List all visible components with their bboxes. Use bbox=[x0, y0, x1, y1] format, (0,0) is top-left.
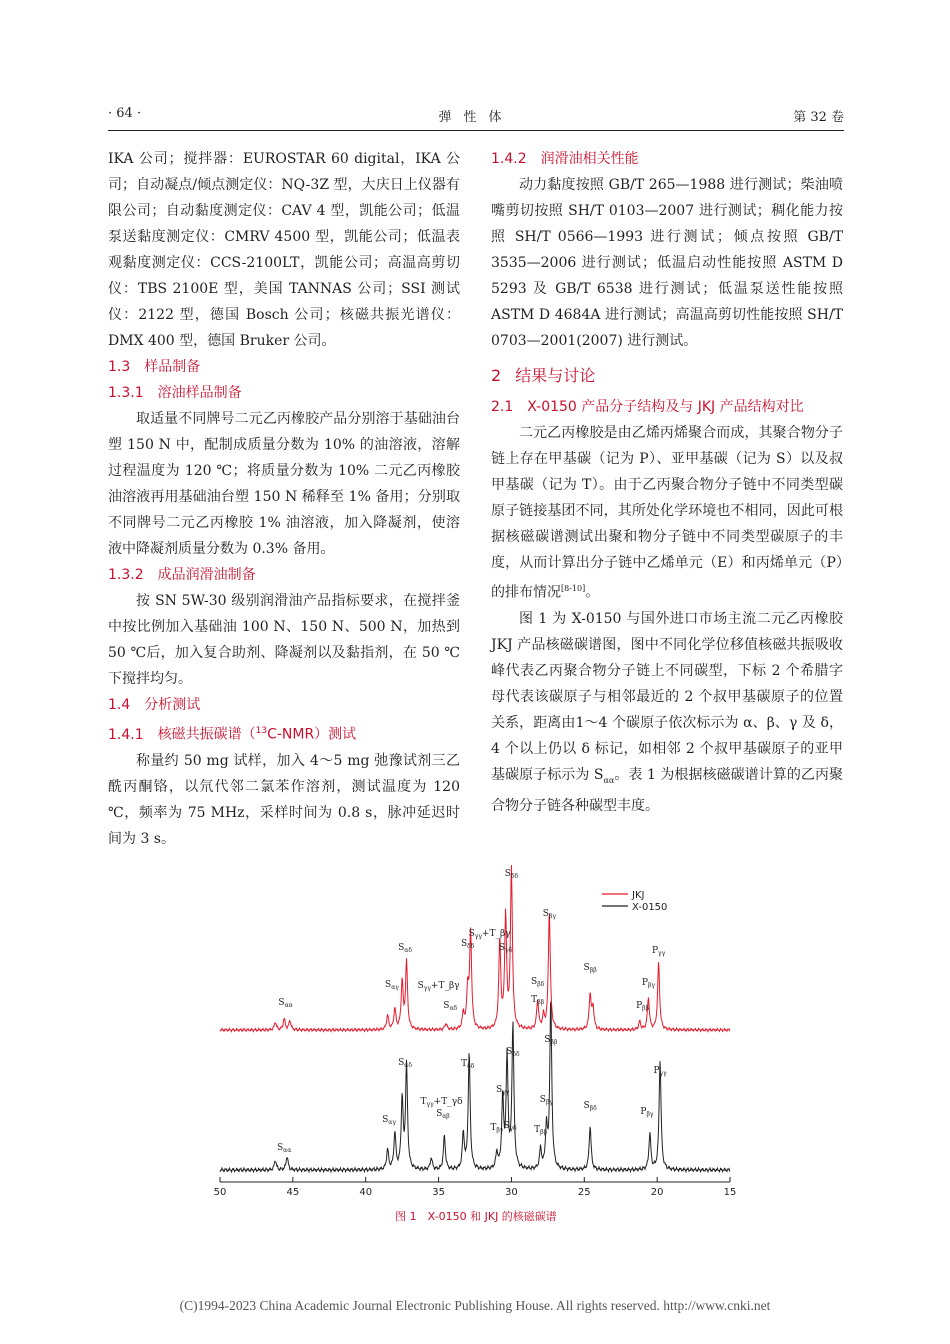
jkj-peak-label-7: $S_{\gamma\delta}$ bbox=[498, 943, 513, 954]
jkj-peak-label-13: $P_{\beta\beta}$ bbox=[636, 1001, 650, 1012]
section-1-3-heading: 1.3 样品制备 bbox=[108, 359, 201, 375]
section-1-3-2-heading: 1.3.2 成品润滑油制备 bbox=[108, 567, 256, 583]
copyright-footer: (C)1994-2023 China Academic Journal Electronic Publishing House. All rights reserved. http://www.cnki.net bbox=[179, 1298, 771, 1313]
x-tick-label-15: 15 bbox=[723, 1187, 737, 1198]
x0150-peak-label-12: $S_{\beta\beta}$ bbox=[544, 1035, 558, 1046]
jkj-peak-label-0: $S_{\alpha\alpha}$ bbox=[278, 998, 293, 1009]
volume-label: 第 32 卷 bbox=[793, 110, 844, 125]
section-1-4-heading: 1.4 分析测试 bbox=[108, 697, 201, 713]
jkj-peak-label-5: $S_{\alpha\delta}$ bbox=[443, 1001, 458, 1012]
x0150-peak-label-15: $P_{\gamma\gamma}$ bbox=[653, 1066, 667, 1077]
section-1-4-2-heading: 1.4.2 润滑油相关性能 bbox=[491, 151, 639, 167]
x-tick-label-50: 50 bbox=[213, 1187, 227, 1198]
x-tick-label-25: 25 bbox=[577, 1187, 591, 1198]
x0150-peak-label-5: $T_{\delta\delta}$ bbox=[461, 1059, 475, 1070]
legend-label-x-0150: X-0150 bbox=[632, 902, 668, 913]
jkj-peak-label-6: $S_{\gamma\gamma}+T\_\beta\gamma$ bbox=[468, 929, 511, 940]
x0150-peak-label-2: $S_{\alpha\delta}$ bbox=[398, 1058, 412, 1069]
x-tick-label-40: 40 bbox=[359, 1187, 373, 1198]
figure-caption: 图 1 X-0150 和 JKJ 的核磁碳谱 bbox=[395, 1210, 557, 1223]
x0150-peak-label-4: $S_{\alpha\beta}$ bbox=[436, 1109, 450, 1120]
x0150-peak-label-13: $S_{\beta\delta}$ bbox=[583, 1101, 597, 1112]
nmr-spectrum-chart bbox=[210, 860, 740, 1200]
jkj-peak-label-3: $S_{\gamma\gamma}+T\_\beta\gamma$ bbox=[417, 981, 460, 992]
legend-label-jkj: JKJ bbox=[632, 890, 645, 901]
x0150-peak-label-1: $S_{\alpha\gamma}$ bbox=[382, 1115, 396, 1126]
section-2-heading: 2 结果与讨论 bbox=[491, 366, 596, 385]
jkj-peak-label-4: $S_{\delta\delta}$ bbox=[461, 939, 475, 950]
journal-name: 弹性体 bbox=[438, 110, 514, 125]
jkj-peak-label-14: $P_{\beta\gamma}$ bbox=[641, 978, 655, 989]
x0150-peak-label-6: $T_{\beta\gamma}$ bbox=[490, 1123, 504, 1134]
equipment-paragraph: IKA 公司；搅拌器：EUROSTAR 60 digital，IKA 公司；自动凝点/倾点测定仪：NQ-3Z 型，大庆日上仪器有限公司；自动黏度测定仪：CAV 4 型，凯能公司；低温泵送黏度测定仪：CMRV 4500 型，凯能公司；低温表观黏度测定仪：CCS-2100LT，凯能公司；高温高剪切仪：TBS 2100E 型，美国 TANNAS 公司；SSI 测试仪：2122 型，德国 Bosch 公司；核磁共振光谱仪：DMX 400 型，德国 Bruker 公司。 bbox=[108, 151, 460, 349]
jkj-peak-label-15: $P_{\gamma\gamma}$ bbox=[651, 946, 666, 957]
paragraph-1-3-1: 取适量不同牌号二元乙丙橡胶产品分别溶于基础油台塑 150 N 中，配制成质量分数为 10% 的油溶液，溶解过程温度为 120 ℃；将质量分数为 10% 二元乙丙橡胶油溶液再用基础油台塑 150 N 稀释至 1% 备用；分别取不同牌号二元乙丙橡胶 1% 油溶液，加入降凝剂，使溶液中降凝剂质量分数为 0.3% 备用。 bbox=[108, 411, 460, 557]
x0150-peak-label-10: $T_{\beta\beta}$ bbox=[534, 1125, 548, 1136]
paragraph-2-1-a: 二元乙丙橡胶是由乙烯丙烯聚合而成，其聚合物分子链上存在甲基碳（记为 P）、亚甲基碳（记为 S）以及叔甲基碳（记为 T）。由于乙丙聚合物分子链中不同类型碳原子链接基团不同，其所处化学环境也不相同，因此可根据核磁碳谱测试出聚和物分子链中不同类型碳原子的丰度，从而计算出分子链中乙烯单元（E）和丙烯单元（P）的排布情况[8-10]。 bbox=[491, 425, 843, 601]
nmr-spectrum-figure bbox=[210, 860, 740, 1200]
jkj-peak-label-12: $S_{\beta\beta}$ bbox=[583, 963, 597, 974]
paragraph-1-3-2: 按 SN 5W-30 级别润滑油产品指标要求，在搅拌釜中按比例加入基础油 100 N、150 N、500 N，加热到 50 ℃后，加入复合助剂、降凝剂以及黏指剂，在 50 ℃下搅拌均匀。 bbox=[108, 593, 460, 687]
x0150-peak-label-9: $S_{\delta\delta}$ bbox=[506, 1047, 520, 1058]
left-column bbox=[108, 146, 460, 852]
jkj-peak-label-11: $S_{\beta\gamma}$ bbox=[542, 909, 556, 920]
page-number: · 64 · bbox=[108, 106, 142, 121]
jkj-peak-label-2: $S_{\alpha\delta}$ bbox=[398, 943, 412, 954]
section-1-4-1-heading: 1.4.1 核磁共振碳谱（$^{13}$C-NMR）测试 bbox=[108, 726, 357, 743]
jkj-peak-label-8: $S_{\delta\delta}$ bbox=[504, 869, 519, 880]
x-tick-label-20: 20 bbox=[650, 1187, 664, 1198]
x0150-peak-label-0: $S_{\alpha\alpha}$ bbox=[276, 1143, 292, 1154]
jkj-peak-label-9: $S_{\beta\delta}$ bbox=[531, 977, 545, 988]
jkj-peak-label-10: $T_{\beta\beta}$ bbox=[531, 995, 545, 1006]
header-rule bbox=[108, 130, 844, 131]
right-column bbox=[491, 146, 843, 819]
paragraph-1-4-2: 动力黏度按照 GB/T 265—1988 进行测试；柴油喷嘴剪切按照 SH/T 0103—2007 进行测试；稠化能力按照 SH/T 0566—1993 进行测试；倾点按照 GB/T 3535—2006 进行测试；低温启动性能按照 ASTM D 5293 及 GB/T 6538 进行测试；低温泵送性能按照 ASTM D 4684A 进行测试；高温高剪切性能按照 SH/T 0703—2001(2007) 进行测试。 bbox=[491, 177, 843, 349]
jkj-peak-label-1: $S_{\alpha\gamma}$ bbox=[385, 980, 399, 991]
x-tick-label-45: 45 bbox=[286, 1187, 300, 1198]
section-1-3-1-heading: 1.3.1 溶油样品制备 bbox=[108, 385, 242, 401]
page-header bbox=[108, 106, 844, 126]
x0150-peak-label-3: $T_{\gamma\gamma}+T\_\gamma\delta$ bbox=[420, 1097, 463, 1108]
paragraph-2-1-b: 图 1 为 X-0150 与国外进口市场主流二元乙丙橡胶 JKJ 产品核磁碳谱图，图中不同化学位移值核磁共振吸收峰代表乙丙聚合物分子链上不同碳型，下标 2 个希腊字母代表该碳原子与相邻最近的 2 个叔甲基碳原子的位置关系，距离由1～4 个碳原子依次标示为 α、β、γ 及 δ，4 个以上仍以 δ 标记，如相邻 2 个叔甲基碳原子的亚甲基碳原子标示为 $S_{\alpha\alpha}$。表 1 为根据核磁碳谱计算的乙丙聚合物分子链各种碳型丰度。 bbox=[491, 610, 843, 815]
x-tick-label-30: 30 bbox=[505, 1187, 518, 1198]
series-line-x-0150 bbox=[220, 1002, 730, 1172]
x0150-peak-label-7: $S_{\gamma\gamma}$ bbox=[496, 1085, 510, 1096]
x0150-peak-label-14: $P_{\beta\gamma}$ bbox=[640, 1107, 654, 1118]
x0150-peak-label-11: $S_{\beta\gamma}$ bbox=[539, 1095, 554, 1106]
section-2-1-heading: 2.1 X-0150 产品分子结构及与 JKJ 产品结构对比 bbox=[491, 399, 804, 415]
x-tick-label-35: 35 bbox=[432, 1187, 445, 1198]
paragraph-1-4-1: 称量约 50 mg 试样，加入 4～5 mg 弛豫试剂三乙酰丙酮铬，以氘代邻二氯苯作溶剂，测试温度为 120 ℃，频率为 75 MHz，采样时间为 0.8 s，脉冲延迟时间为 3 s。 bbox=[108, 752, 460, 847]
x0150-peak-label-8: $S_{\gamma\delta}$ bbox=[503, 1121, 517, 1132]
